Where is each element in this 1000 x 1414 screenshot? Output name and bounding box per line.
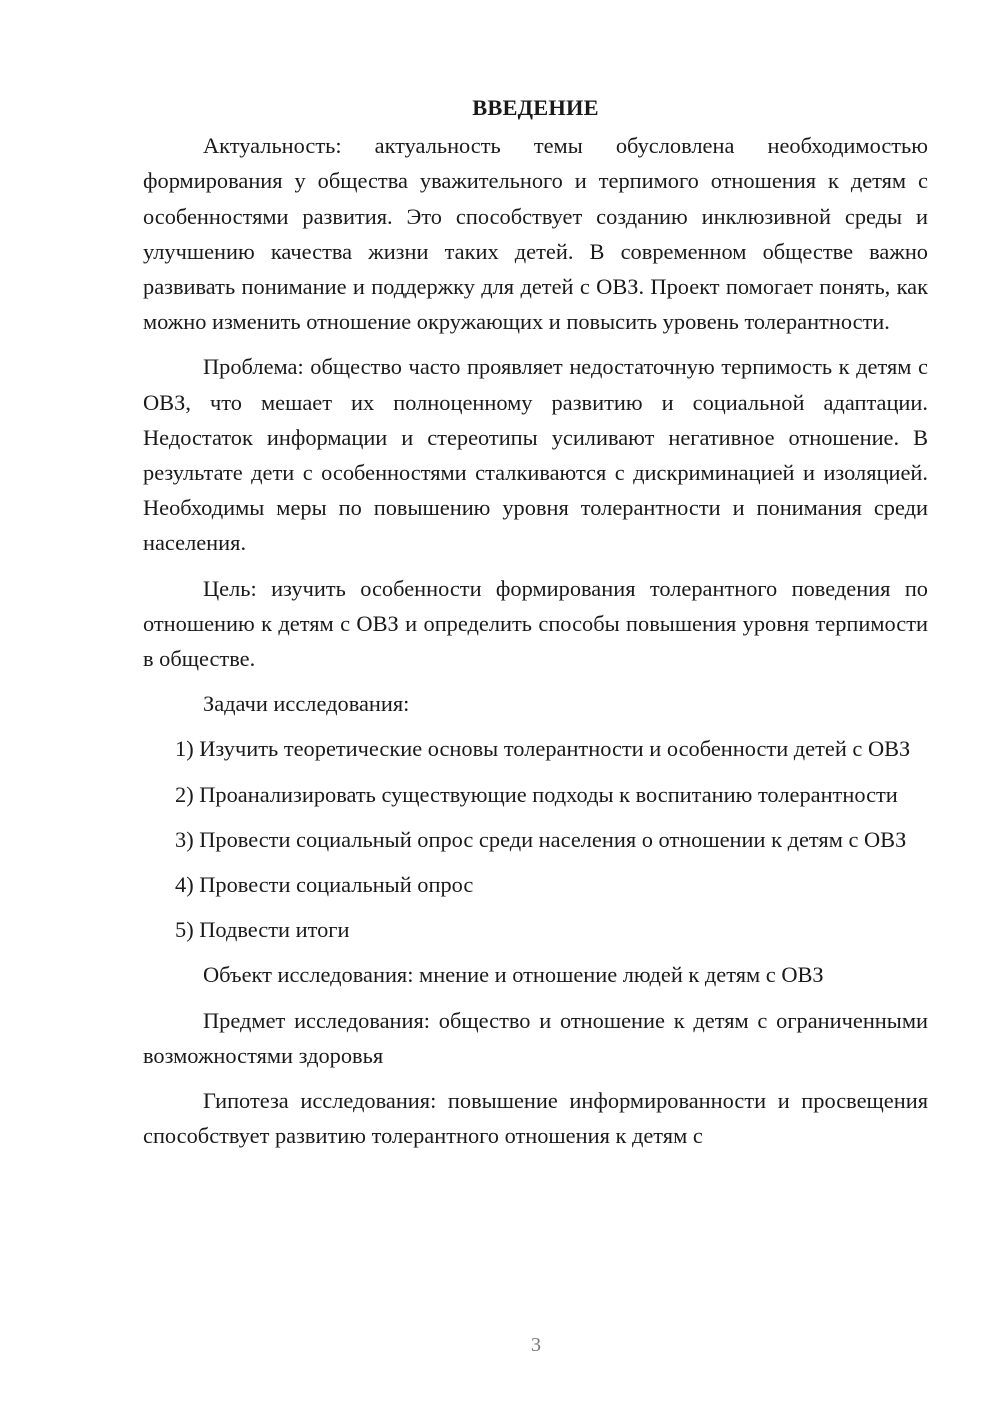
task-item-2: 2) Проанализировать существующие подходы к воспитанию толерантности xyxy=(175,781,898,807)
section-heading: ВВЕДЕНИЕ xyxy=(472,95,599,120)
tasks-heading: Задачи исследования: xyxy=(203,691,410,717)
task-item-4: 4) Провести социальный опрос xyxy=(175,872,474,898)
object-paragraph: Объект исследования: мнение и отношение людей к детям с ОВЗ xyxy=(203,962,824,988)
task-item-5: 5) Подвести итоги xyxy=(175,917,350,943)
task-item-3: 3) Провести социальный опрос среди населения о отношении к детям с ОВЗ xyxy=(175,826,907,852)
relevance-paragraph: Актуальность: актуальность темы обусловлена необходимостью формирования у общества уважительного и терпимого отношения к детям с особенностями развития. Это способствует созданию инклюзивной среды и улучшению качества жизни таких детей. В современном обществе важно развивать понимание и поддержку для детей с ОВЗ. Проект помогает понять, как можно изменить отношение окружающих и повысить уровень толерантности. xyxy=(143,133,928,335)
page-content xyxy=(143,90,928,1163)
task-item-1: 1) Изучить теоретические основы толерантности и особенности детей с ОВЗ xyxy=(175,736,911,762)
page-number: 3 xyxy=(531,1334,541,1356)
subject-paragraph: Предмет исследования: общество и отношение к детям с ограниченными возможностями здоровья xyxy=(143,1007,928,1068)
problem-paragraph: Проблема: общество часто проявляет недостаточную терпимость к детям с ОВЗ, что мешает их полноценному развитию и социальной адаптации. Недостаток информации и стереотипы усиливают негативное отношение. В результате дети с особенностями сталкиваются с дискриминацией и изоляцией. Необходимы меры по повышению уровня толерантности и понимания среди населения. xyxy=(143,354,928,556)
goal-paragraph: Цель: изучить особенности формирования толерантного поведения по отношению к детям с ОВЗ и определить способы повышения уровня терпимости в обществе. xyxy=(143,575,928,672)
hypothesis-paragraph: Гипотеза исследования: повышение информированности и просвещения способствует развитию толерантного отношения к детям с xyxy=(143,1088,928,1149)
